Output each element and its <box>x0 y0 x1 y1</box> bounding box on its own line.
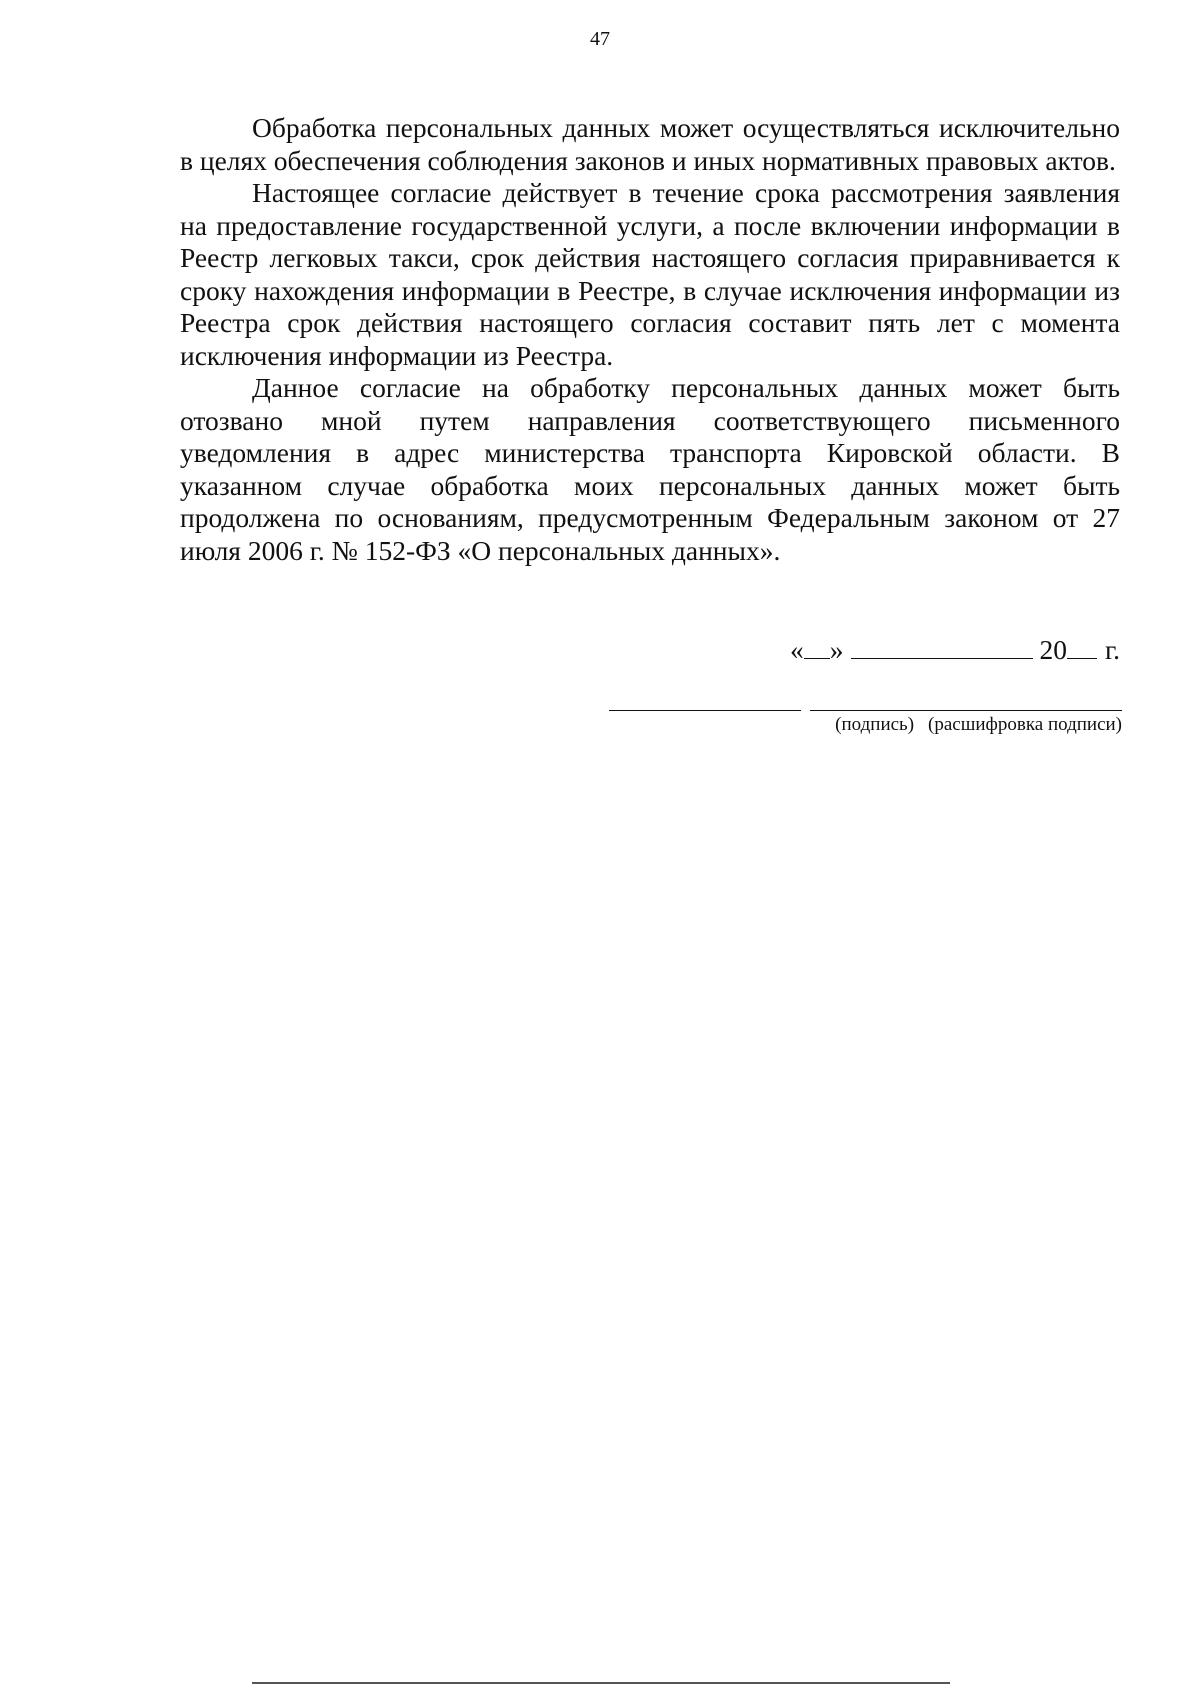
paragraph-processing-purpose: Обработка персональных данных может осуществляться исключительно в целях обеспечения соблюдения законов и иных нормативных правовых актов. <box>180 112 1120 176</box>
signature-labels <box>835 714 1122 736</box>
signature-decoding-line <box>810 710 1122 711</box>
date-century: 20 <box>1039 634 1067 665</box>
paragraph-consent-withdrawal: Данное согласие на обработку персональных данных может быть отозвано мной путем направления соответствующего письменного уведомления в адрес министерства транспорта Кировской области. В указанном случае обработка моих персональных данных может быть продолжена по основаниям, предусмотренным Федеральным законом от 27 июля 2006 г. № 152-ФЗ «О персональных данных». <box>180 372 1120 566</box>
signature-decoding-label: (расшифровка подписи) <box>928 714 1122 735</box>
page-number: 47 <box>590 28 610 50</box>
date-day-blank <box>804 632 830 659</box>
paragraph-consent-duration: Настоящее согласие действует в течение срока рассмотрения заявления на предоставление государственной услуги, а после включении информации в Реестр легковых такси, срок действия настоящего согласия приравнивается к сроку нахождения информации в Реестре, в случае исключения информации из Реестра срок действия настоящего согласия составит пять лет с момента исключения информации из Реестра. <box>180 177 1120 371</box>
date-line <box>790 632 1120 666</box>
document-body <box>180 112 1120 567</box>
signature-line <box>609 710 801 711</box>
date-open-quote: « <box>789 634 804 665</box>
signature-label: (подпись) <box>835 714 915 735</box>
date-close-quote: » <box>829 634 844 665</box>
footer-rule <box>252 1682 950 1684</box>
date-year-blank <box>1067 632 1097 659</box>
date-year-suffix: г. <box>1104 634 1120 665</box>
date-month-blank <box>851 632 1033 659</box>
